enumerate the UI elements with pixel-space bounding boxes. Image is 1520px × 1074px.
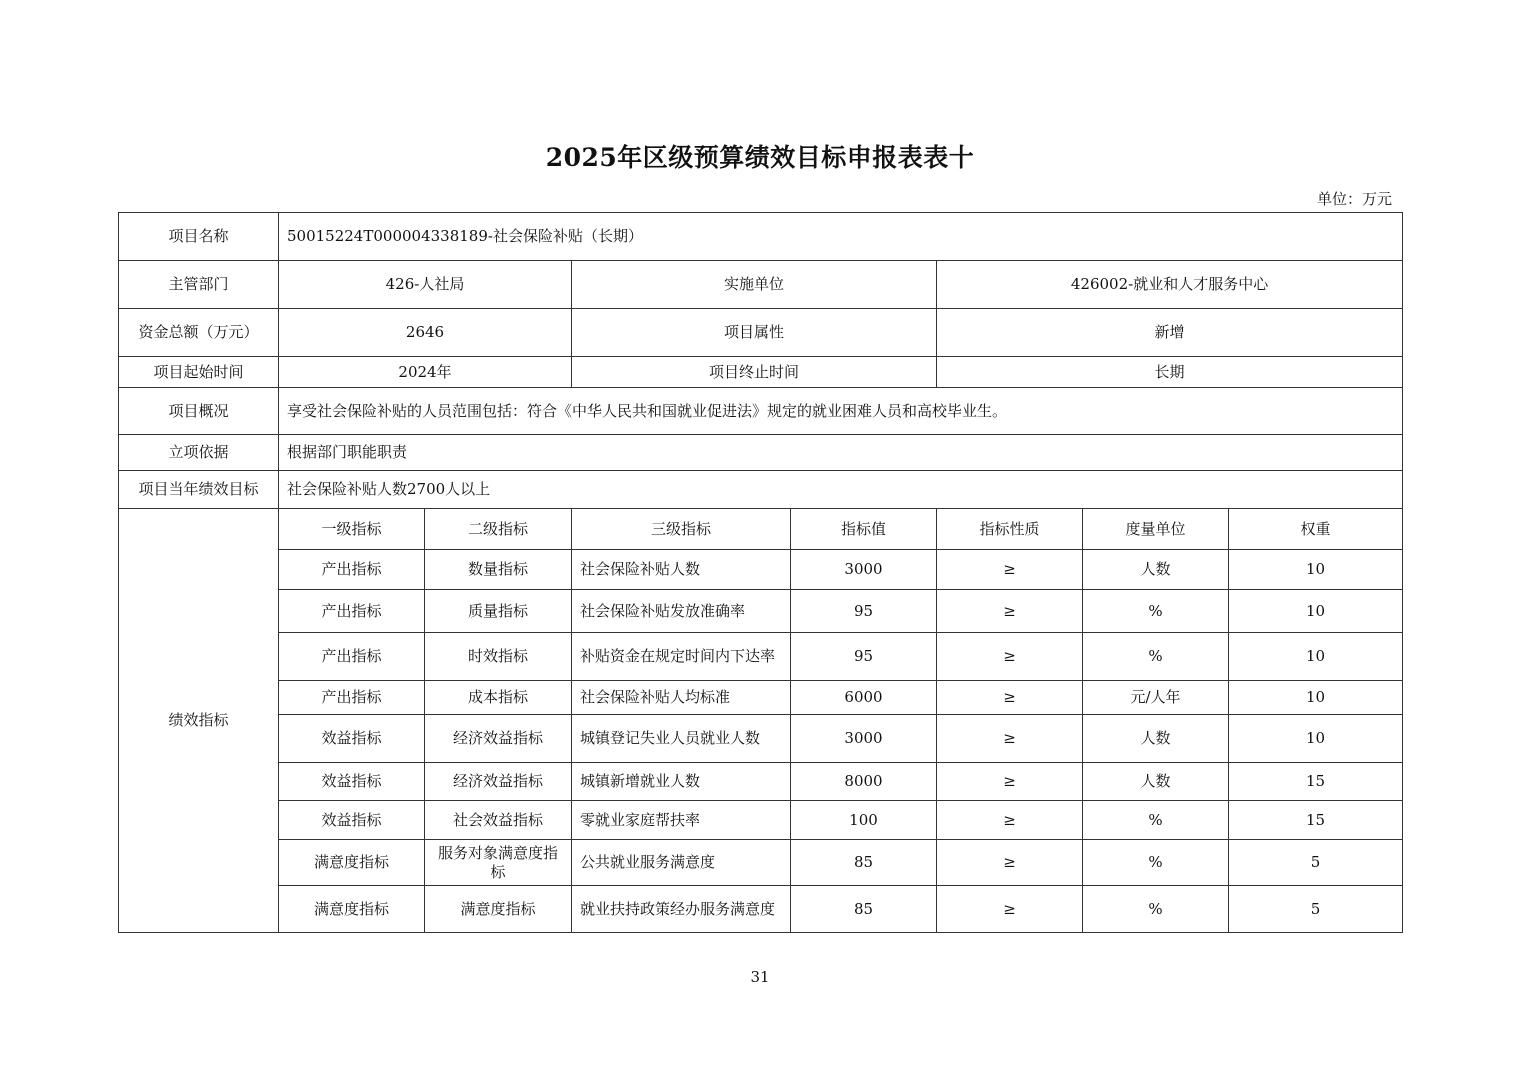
performance-target-table <box>118 212 1403 933</box>
indicator-value: 85 <box>791 886 937 933</box>
indicator-weight: 10 <box>1229 715 1403 763</box>
indicator-row <box>119 840 1403 886</box>
label-perf-indicators: 绩效指标 <box>119 509 279 933</box>
indicator-value: 3000 <box>791 715 937 763</box>
indicator-level3: 城镇登记失业人员就业人数 <box>572 715 791 763</box>
indicator-nature: ≥ <box>937 681 1083 715</box>
indicator-nature: ≥ <box>937 633 1083 681</box>
indicator-level3: 就业扶持政策经办服务满意度 <box>572 886 791 933</box>
value-overview: 享受社会保险补贴的人员范围包括：符合《中华人民共和国就业促进法》规定的就业困难人员和高校毕业生。 <box>279 388 1403 435</box>
indicator-nature: ≥ <box>937 715 1083 763</box>
label-start-time: 项目起始时间 <box>119 357 279 388</box>
indicator-level2: 服务对象满意度指标 <box>425 840 572 886</box>
indicator-nature: ≥ <box>937 886 1083 933</box>
header-nature: 指标性质 <box>937 509 1083 550</box>
indicator-unit: % <box>1083 886 1229 933</box>
header-weight: 权重 <box>1229 509 1403 550</box>
label-department: 主管部门 <box>119 261 279 309</box>
indicator-level3: 补贴资金在规定时间内下达率 <box>572 633 791 681</box>
indicator-value: 6000 <box>791 681 937 715</box>
indicator-level2: 数量指标 <box>425 550 572 590</box>
indicator-level1: 满意度指标 <box>279 886 425 933</box>
indicator-level3: 社会保险补贴人数 <box>572 550 791 590</box>
value-impl-unit: 426002-就业和人才服务中心 <box>937 261 1403 309</box>
indicator-nature: ≥ <box>937 763 1083 801</box>
indicator-nature: ≥ <box>937 550 1083 590</box>
label-overview: 项目概况 <box>119 388 279 435</box>
indicator-row <box>119 590 1403 633</box>
row-time <box>119 357 1403 388</box>
value-total-funds: 2646 <box>279 309 572 357</box>
row-project-name <box>119 213 1403 261</box>
indicator-level1: 满意度指标 <box>279 840 425 886</box>
header-level1: 一级指标 <box>279 509 425 550</box>
row-indicator-headers <box>119 509 1403 550</box>
indicator-level2: 社会效益指标 <box>425 801 572 840</box>
indicator-level1: 产出指标 <box>279 590 425 633</box>
indicator-level3: 社会保险补贴发放准确率 <box>572 590 791 633</box>
indicator-level2: 满意度指标 <box>425 886 572 933</box>
header-level3: 三级指标 <box>572 509 791 550</box>
indicator-weight: 15 <box>1229 763 1403 801</box>
indicator-unit: 人数 <box>1083 763 1229 801</box>
label-annual-goal: 项目当年绩效目标 <box>119 471 279 509</box>
indicator-nature: ≥ <box>937 801 1083 840</box>
indicator-row <box>119 633 1403 681</box>
indicator-row <box>119 801 1403 840</box>
indicator-level3: 公共就业服务满意度 <box>572 840 791 886</box>
indicator-nature: ≥ <box>937 840 1083 886</box>
indicator-level1: 效益指标 <box>279 715 425 763</box>
indicator-level1: 产出指标 <box>279 681 425 715</box>
indicator-row <box>119 886 1403 933</box>
value-department: 426-人社局 <box>279 261 572 309</box>
indicator-row <box>119 763 1403 801</box>
label-project-attr: 项目属性 <box>572 309 937 357</box>
label-total-funds: 资金总额（万元） <box>119 309 279 357</box>
indicator-weight: 10 <box>1229 681 1403 715</box>
indicator-unit: 人数 <box>1083 550 1229 590</box>
indicator-level1: 产出指标 <box>279 633 425 681</box>
row-funds <box>119 309 1403 357</box>
header-value: 指标值 <box>791 509 937 550</box>
indicator-level2: 成本指标 <box>425 681 572 715</box>
indicator-unit: 人数 <box>1083 715 1229 763</box>
indicator-level1: 效益指标 <box>279 801 425 840</box>
row-overview <box>119 388 1403 435</box>
indicator-weight: 5 <box>1229 886 1403 933</box>
indicator-value: 95 <box>791 633 937 681</box>
indicator-weight: 10 <box>1229 633 1403 681</box>
value-end-time: 长期 <box>937 357 1403 388</box>
indicator-level2: 经济效益指标 <box>425 763 572 801</box>
indicator-unit: % <box>1083 633 1229 681</box>
indicator-level3: 社会保险补贴人均标准 <box>572 681 791 715</box>
value-start-time: 2024年 <box>279 357 572 388</box>
value-basis: 根据部门职能职责 <box>279 435 1403 471</box>
indicator-level1: 效益指标 <box>279 763 425 801</box>
indicator-level2: 经济效益指标 <box>425 715 572 763</box>
label-basis: 立项依据 <box>119 435 279 471</box>
header-level2: 二级指标 <box>425 509 572 550</box>
indicator-level3: 零就业家庭帮扶率 <box>572 801 791 840</box>
page-title: 2025年区级预算绩效目标申报表表十 <box>545 143 975 172</box>
page-number: 31 <box>750 968 770 986</box>
indicator-value: 8000 <box>791 763 937 801</box>
indicator-level2: 质量指标 <box>425 590 572 633</box>
value-project-name: 50015224T000004338189-社会保险补贴（长期） <box>279 213 1403 261</box>
indicator-unit: % <box>1083 801 1229 840</box>
indicator-weight: 15 <box>1229 801 1403 840</box>
indicator-nature: ≥ <box>937 590 1083 633</box>
indicator-row <box>119 715 1403 763</box>
indicator-level3: 城镇新增就业人数 <box>572 763 791 801</box>
unit-label: 单位：万元 <box>1316 190 1392 208</box>
header-unit: 度量单位 <box>1083 509 1229 550</box>
indicator-value: 95 <box>791 590 937 633</box>
indicator-row <box>119 550 1403 590</box>
label-impl-unit: 实施单位 <box>572 261 937 309</box>
indicator-weight: 10 <box>1229 550 1403 590</box>
indicator-unit: % <box>1083 840 1229 886</box>
label-end-time: 项目终止时间 <box>572 357 937 388</box>
row-annual-goal <box>119 471 1403 509</box>
indicator-unit: % <box>1083 590 1229 633</box>
row-department <box>119 261 1403 309</box>
row-basis <box>119 435 1403 471</box>
indicator-value: 85 <box>791 840 937 886</box>
label-project-name: 项目名称 <box>119 213 279 261</box>
indicator-level2: 时效指标 <box>425 633 572 681</box>
indicator-value: 3000 <box>791 550 937 590</box>
indicator-weight: 10 <box>1229 590 1403 633</box>
value-project-attr: 新增 <box>937 309 1403 357</box>
indicator-level1: 产出指标 <box>279 550 425 590</box>
indicator-value: 100 <box>791 801 937 840</box>
indicator-unit: 元/人年 <box>1083 681 1229 715</box>
indicator-weight: 5 <box>1229 840 1403 886</box>
indicator-row <box>119 681 1403 715</box>
value-annual-goal: 社会保险补贴人数2700人以上 <box>279 471 1403 509</box>
